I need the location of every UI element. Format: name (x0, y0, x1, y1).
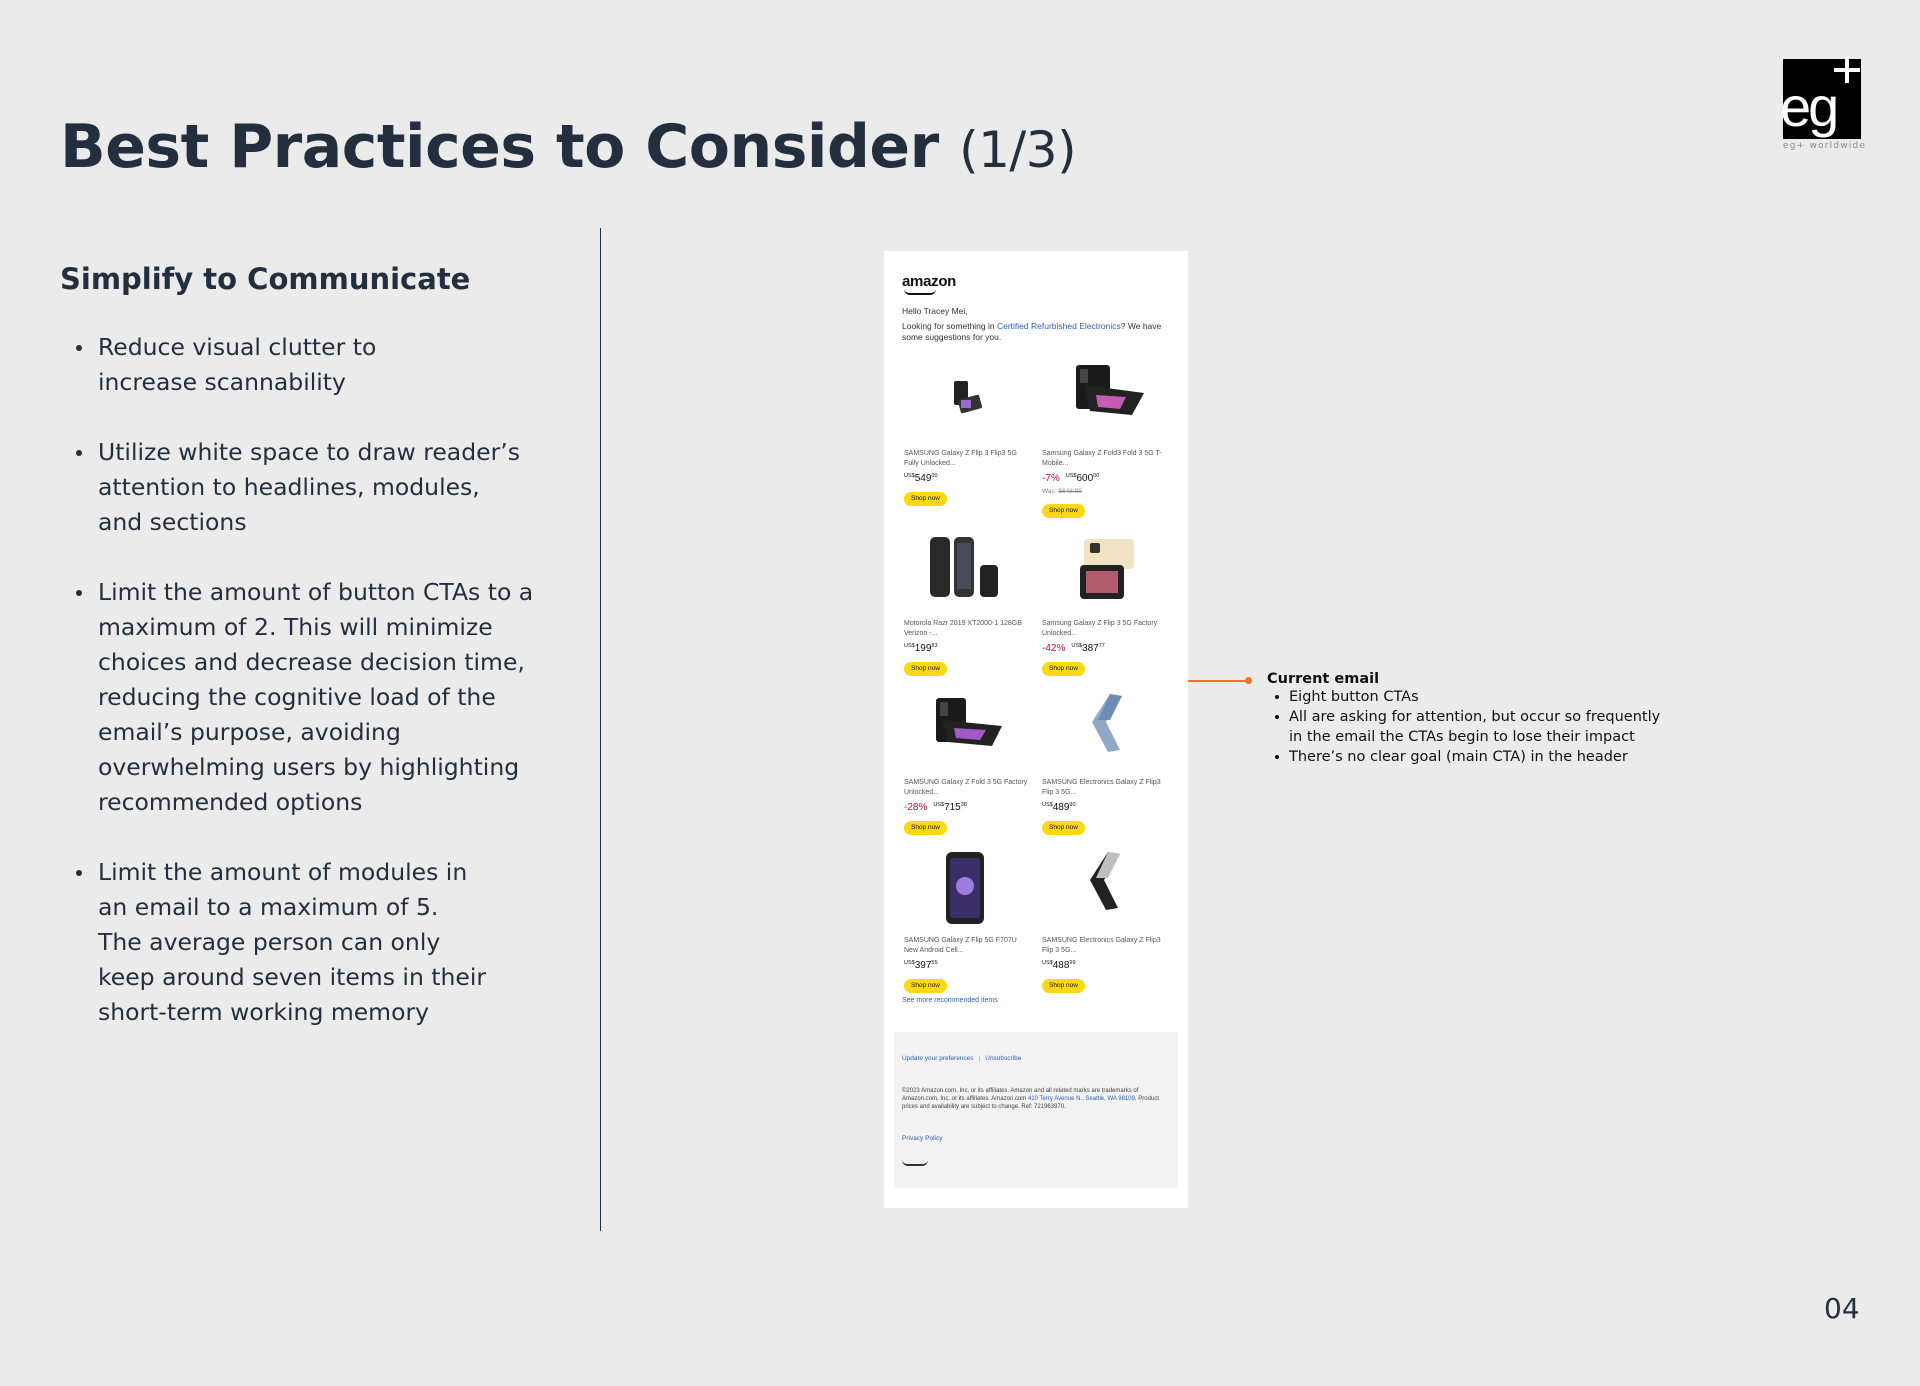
product-price (904, 802, 967, 813)
bullet-line: Limit the amount of modules in (98, 858, 468, 886)
product-image[interactable] (1040, 363, 1170, 443)
slide-title-text: Best Practices to Consider (60, 112, 939, 182)
page-number: 04 (1824, 1292, 1860, 1325)
slide-title-suffix: (1/3) (959, 121, 1077, 179)
product-name[interactable]: SAMSUNG Electronics Galaxy Z Flip3 Flip 3 5G... (1042, 779, 1161, 796)
shop-now-button[interactable]: Shop now (1042, 662, 1085, 676)
discount-badge: -7% (1042, 473, 1060, 484)
was-price (1042, 488, 1082, 495)
address-link[interactable]: 410 Terry Avenue N., Seattle, WA 98109 (1027, 1096, 1135, 1102)
footer-separator: | (978, 1055, 981, 1062)
price-fraction: 38 (960, 802, 967, 808)
product-price (1042, 960, 1076, 971)
product-name[interactable]: Samsung Galaxy Z Fold3 Fold 3 5G T-Mobile... (1042, 450, 1162, 467)
bullet-item (74, 330, 544, 400)
price-fraction: 55 (931, 960, 938, 966)
amazon-smile-footer-icon (902, 1160, 928, 1166)
amazon-logo: amazon (902, 273, 957, 290)
product-price (1042, 802, 1076, 813)
bullet-item (74, 575, 544, 820)
price-fraction: 90 (1069, 802, 1076, 808)
product-name[interactable]: SAMSUNG Galaxy Z Fold 3 5G Factory Unlocked... (904, 779, 1028, 796)
was-label: Was: (1042, 488, 1057, 495)
annotation-note (1267, 671, 1667, 767)
product-image[interactable] (1040, 850, 1170, 930)
annotation-line: in the email the CTAs begin to lose their impact (1289, 729, 1635, 745)
discount-badge: -42% (1042, 643, 1066, 654)
annotation-title: Current email (1267, 671, 1380, 687)
annotation-point (1275, 747, 1667, 767)
privacy-policy-link[interactable]: Privacy Policy (902, 1135, 943, 1142)
shop-now-button[interactable]: Shop now (1042, 821, 1085, 835)
product-name[interactable]: SAMSUNG Galaxy Z Flip 3 Flip3 5G Fully Unlocked... (904, 450, 1017, 467)
brand-caption: eg+ worldwide (1783, 141, 1867, 151)
product-price (904, 643, 938, 654)
bullet-line: keep around seven items in their (98, 963, 487, 991)
annotation-line: All are asking for attention, but occur so frequently (1289, 709, 1661, 725)
brand-logo (1780, 59, 1861, 139)
was-value: $648.99 (1058, 488, 1082, 495)
bullet-line: Utilize white space to draw reader’s (98, 438, 520, 466)
price-fraction: 00 (931, 473, 938, 479)
price-whole: 489 (1052, 802, 1070, 813)
currency-label: US$ (933, 802, 945, 808)
email-intro (902, 321, 1172, 343)
email-preview (884, 251, 1188, 1208)
currency-label: US$ (904, 960, 915, 966)
shop-now-button[interactable]: Shop now (1042, 504, 1085, 518)
plus-icon-horizontal (1834, 68, 1860, 72)
shop-now-button[interactable]: Shop now (904, 662, 947, 676)
intro-text-end: ? We have some suggestions for you. (902, 321, 1162, 342)
currency-label: US$ (1071, 643, 1083, 649)
bullet-line: increase scannability (98, 368, 346, 396)
annotation-points (1275, 687, 1667, 767)
bullet-line: choices and decrease decision time, (98, 648, 525, 676)
annotation-dot (1245, 677, 1252, 684)
brand-wordmark: eg (1780, 75, 1837, 138)
bullet-line: Reduce visual clutter to (98, 333, 377, 361)
price-whole: 549 (914, 473, 932, 484)
annotation-line: Eight button CTAs (1289, 689, 1419, 705)
preferences-link[interactable]: Update your preferences (902, 1055, 974, 1062)
bullet-line: The average person can only (98, 928, 441, 956)
annotation-point (1275, 707, 1667, 747)
shop-now-button[interactable]: Shop now (904, 821, 947, 835)
product-name[interactable]: Motorola Razr 2019 XT2000-1 128GB Verizon -... (904, 620, 1022, 637)
intro-text: Looking for something in (902, 321, 997, 331)
bullet-line: attention to headlines, modules, (98, 473, 480, 501)
product-name[interactable]: SAMSUNG Galaxy Z Flip 5G F707U New Android Cell... (904, 937, 1017, 954)
footer-legal (902, 1087, 1174, 1111)
product-image[interactable] (902, 850, 1032, 930)
unsubscribe-link[interactable]: Unsubscribe (985, 1055, 1022, 1062)
bullet-line: reducing the cognitive load of the (98, 683, 496, 711)
product-image[interactable] (902, 692, 1032, 772)
product-image[interactable] (902, 533, 1032, 613)
price-whole: 199 (914, 643, 932, 654)
price-fraction: 00 (1093, 473, 1100, 479)
product-name[interactable]: SAMSUNG Electronics Galaxy Z Flip3 Flip 3 5G... (1042, 937, 1161, 954)
discount-badge: -28% (904, 802, 928, 813)
annotation-connector (1188, 680, 1248, 682)
email-footer (894, 1032, 1178, 1188)
product-price (904, 473, 938, 484)
bullet-line: short-term working memory (98, 998, 430, 1026)
price-whole: 715 (944, 802, 961, 813)
slide-title (60, 112, 1076, 182)
legal-text: ©2023 Amazon.com, Inc. or its affiliates. Amazon and all related marks are trademarks of Amazon.com, Inc. or its affiliates. Amazon.com (902, 1088, 1139, 1102)
price-whole: 488 (1052, 960, 1070, 971)
annotation-point (1275, 687, 1667, 707)
intro-category-link[interactable]: Certified Refurbished Electronics (996, 321, 1121, 331)
best-practice-list (74, 330, 544, 1065)
annotation-line: There’s no clear goal (main CTA) in the header (1289, 749, 1628, 765)
see-more-link[interactable]: See more recommended items (902, 997, 998, 1004)
price-fraction: 77 (1098, 643, 1105, 649)
bullet-line: an email to a maximum of 5. (98, 893, 439, 921)
product-image[interactable] (902, 363, 1032, 443)
vertical-divider (600, 228, 601, 1231)
bullet-item (74, 435, 544, 540)
bullet-line: and sections (98, 508, 247, 536)
section-subtitle: Simplify to Communicate (60, 262, 471, 296)
bullet-line: recommended options (98, 788, 363, 816)
bullet-item (74, 855, 544, 1030)
product-price (1042, 473, 1099, 484)
currency-label: US$ (904, 643, 915, 649)
bullet-line: email’s purpose, avoiding (98, 718, 401, 746)
product-image[interactable] (1040, 533, 1170, 613)
shop-now-button[interactable]: Shop now (904, 979, 947, 993)
currency-label: US$ (1042, 960, 1053, 966)
bullet-line: Limit the amount of button CTAs to a (98, 578, 534, 606)
currency-label: US$ (904, 473, 915, 479)
shop-now-button[interactable]: Shop now (1042, 979, 1085, 993)
currency-label: US$ (1042, 802, 1053, 808)
amazon-smile-icon (904, 289, 936, 295)
product-price (1042, 643, 1105, 654)
currency-label: US$ (1065, 473, 1077, 479)
bullet-line: overwhelming users by highlighting (98, 753, 520, 781)
product-image[interactable] (1040, 692, 1170, 772)
product-price (904, 960, 938, 971)
bullet-line: maximum of 2. This will minimize (98, 613, 493, 641)
price-whole: 397 (914, 960, 932, 971)
product-name[interactable]: Samsung Galaxy Z Flip 3 5G Factory Unlocked... (1042, 620, 1158, 637)
price-whole: 387 (1082, 643, 1099, 654)
email-greeting: Hello Tracey Mei, (902, 306, 968, 316)
shop-now-button[interactable]: Shop now (904, 492, 947, 506)
price-fraction: 83 (931, 643, 938, 649)
price-fraction: 99 (1069, 960, 1076, 966)
footer-links (902, 1055, 1021, 1062)
legal-text-end: . Product prices and availability are subject to change. Ref: 721963970. (902, 1096, 1159, 1110)
price-whole: 600 (1076, 473, 1094, 484)
